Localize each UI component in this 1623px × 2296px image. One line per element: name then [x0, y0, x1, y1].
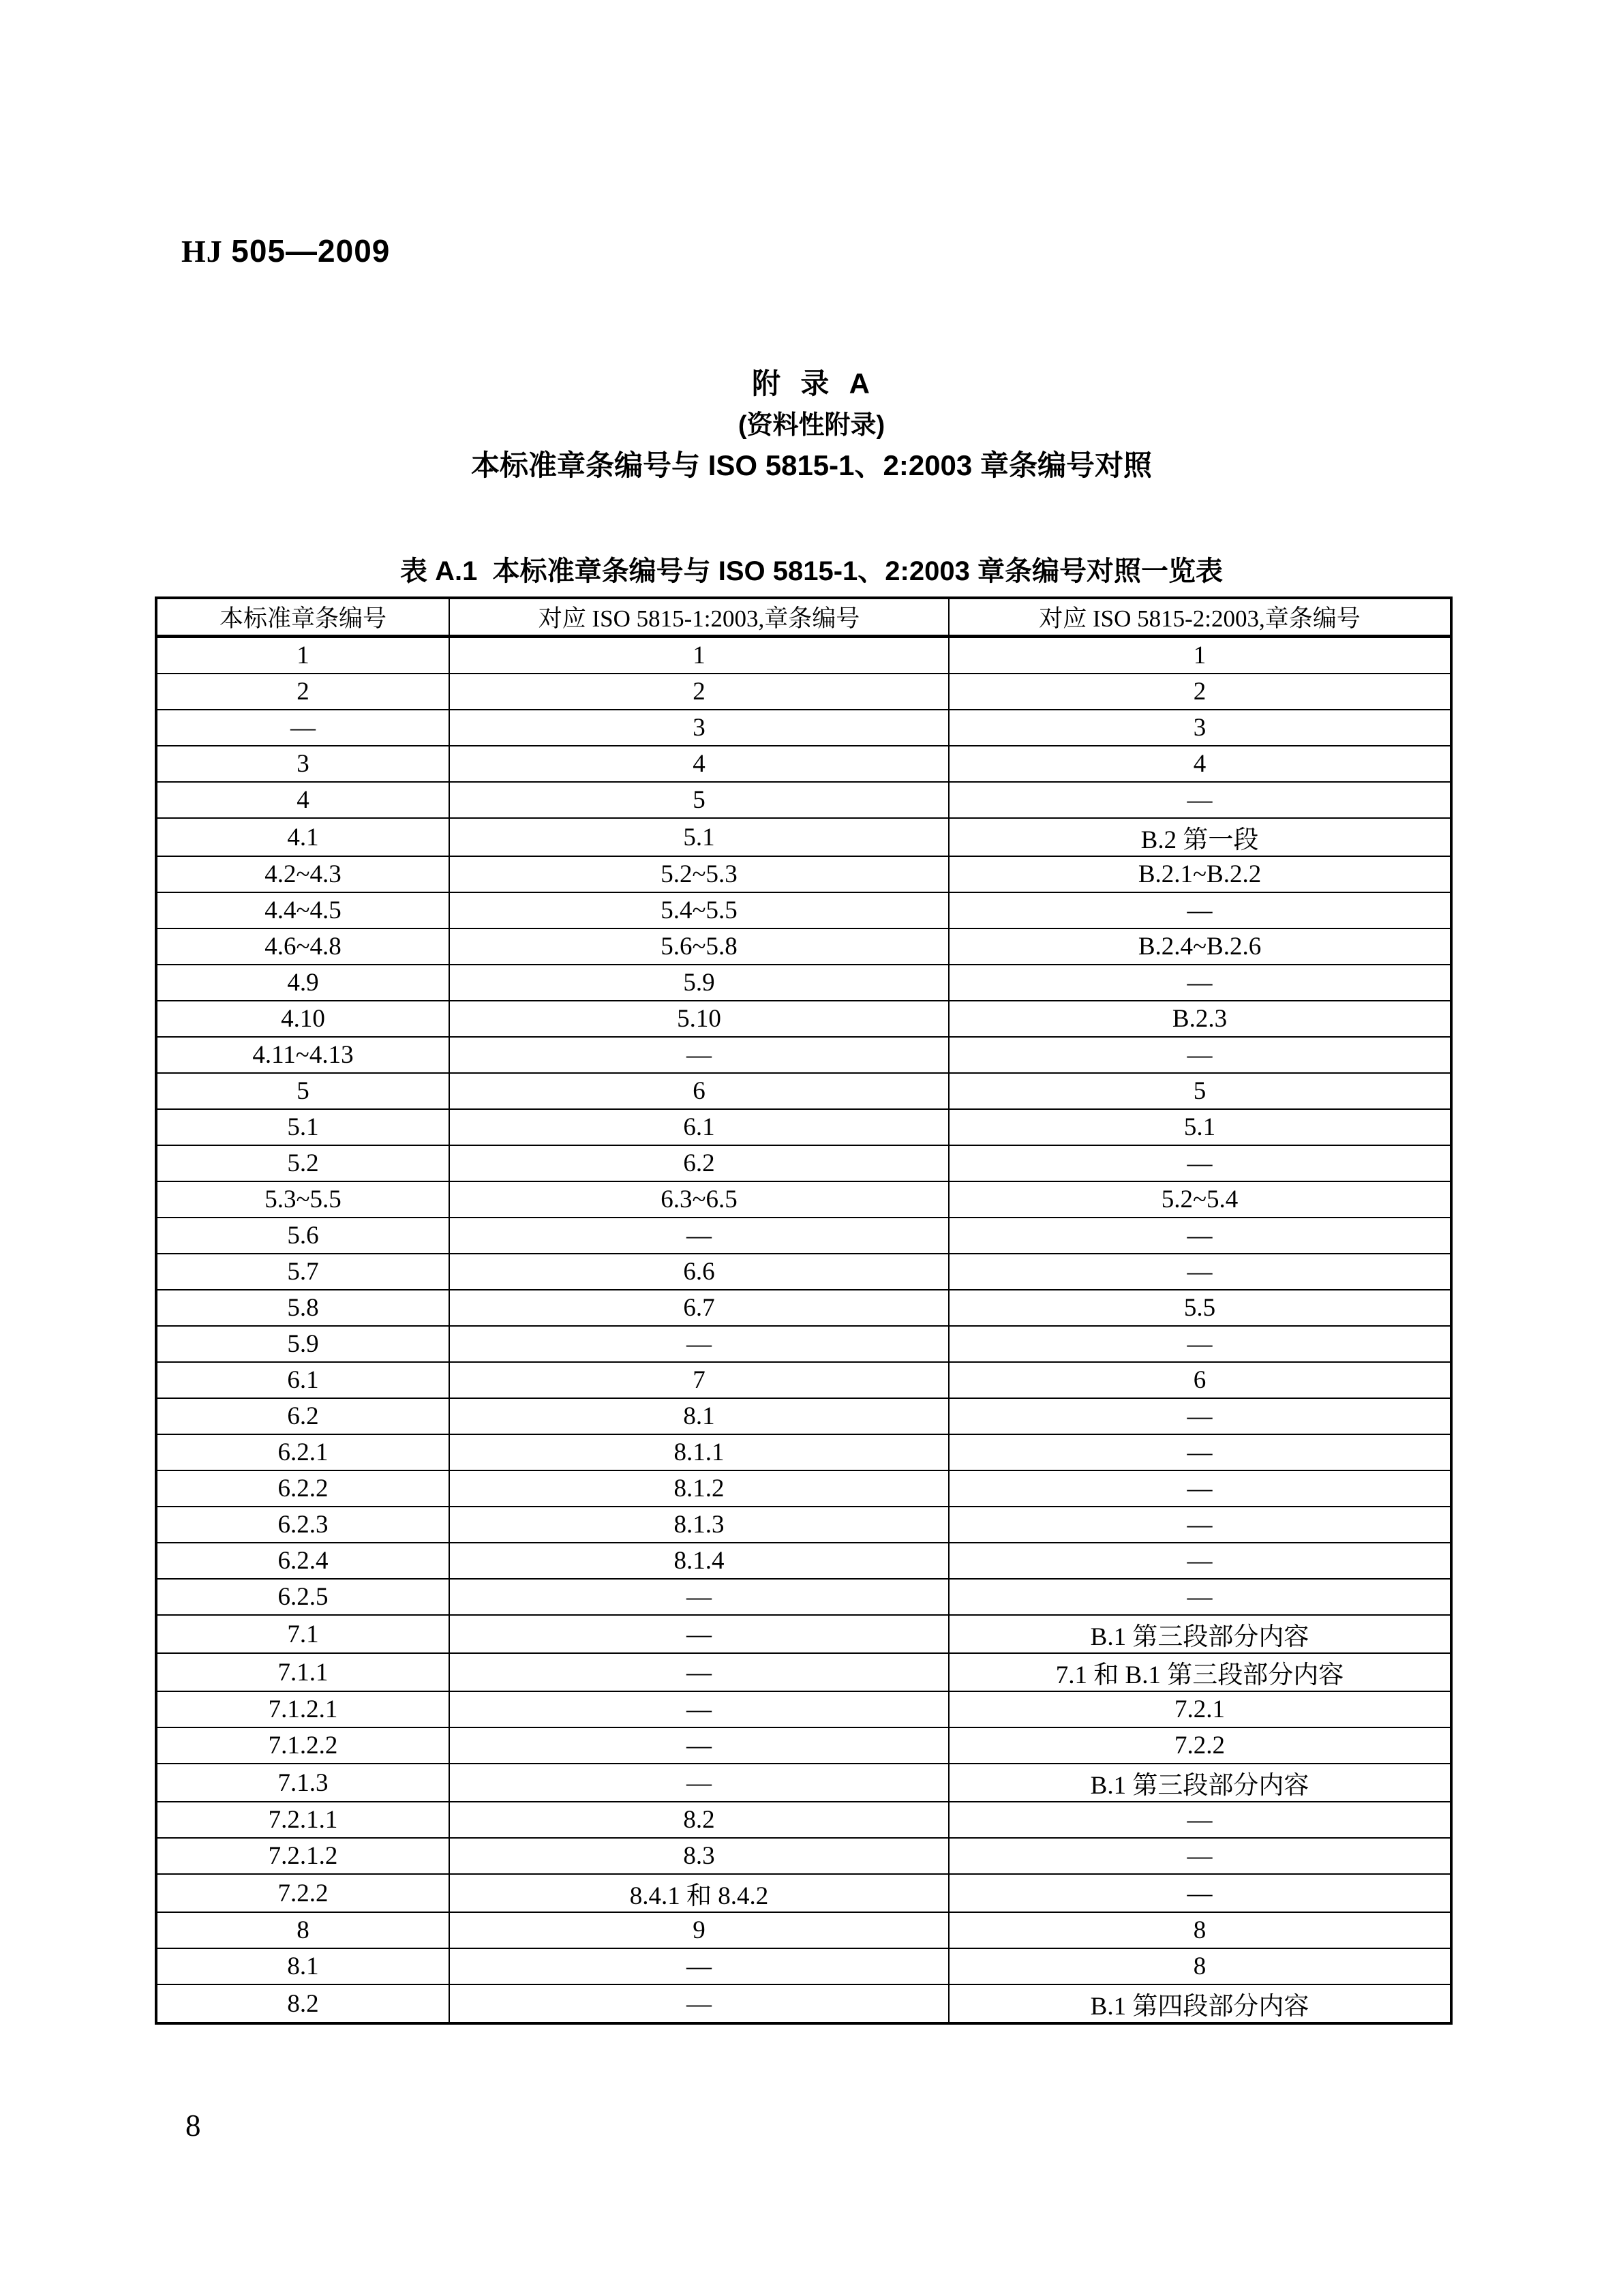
table-row	[156, 637, 1451, 674]
table-cell: 4.1	[156, 818, 449, 856]
table-cell: 2	[156, 674, 449, 710]
table-cell: —	[449, 1727, 949, 1764]
table-row	[156, 1653, 1451, 1691]
column-header: 对应 ISO 5815-1:2003,章条编号	[449, 598, 949, 637]
table-cell: —	[949, 1254, 1451, 1290]
table-cell: 8.2	[156, 1984, 449, 2023]
table-cell: 4.9	[156, 965, 449, 1001]
table-cell: 4.4~4.5	[156, 892, 449, 928]
table-cell: —	[949, 1874, 1451, 1912]
table-cell: 2	[949, 674, 1451, 710]
table-cell: 6.2	[449, 1145, 949, 1181]
table-cell: 6.6	[449, 1254, 949, 1290]
table-cell: 8.1.1	[449, 1434, 949, 1470]
table-cell: B.2.3	[949, 1001, 1451, 1037]
table-cell: 7	[449, 1362, 949, 1398]
table-cell: 6.3~6.5	[449, 1181, 949, 1218]
table-cell: —	[449, 1218, 949, 1254]
table-cell: 7.1.2.2	[156, 1727, 449, 1764]
table-cell: 7.1	[156, 1615, 449, 1653]
table-row	[156, 710, 1451, 746]
table-cell: 7.2.1	[949, 1691, 1451, 1727]
table-row	[156, 1434, 1451, 1470]
table-row	[156, 1362, 1451, 1398]
table-row	[156, 1838, 1451, 1874]
appendix-description: 本标准章条编号与 ISO 5815-1、2:2003 章条编号对照	[471, 449, 1152, 481]
table-cell: 8.1.4	[449, 1543, 949, 1579]
table-row	[156, 1470, 1451, 1507]
table-row	[156, 1001, 1451, 1037]
table-cell: —	[449, 1948, 949, 1984]
table-cell: —	[449, 1615, 949, 1653]
table-row	[156, 1507, 1451, 1543]
clause-comparison-table	[155, 596, 1453, 2025]
table-cell: —	[949, 1326, 1451, 1362]
table-cell: 4	[449, 746, 949, 782]
table-cell: 5.6~5.8	[449, 928, 949, 965]
table-cell: 6	[949, 1362, 1451, 1398]
table-row	[156, 1802, 1451, 1838]
table-cell: 8	[949, 1948, 1451, 1984]
table-cell: 5.1	[156, 1109, 449, 1145]
table-cell: 5.1	[449, 818, 949, 856]
appendix-title: 附 录 A	[751, 367, 871, 399]
table-row	[156, 1912, 1451, 1948]
table-row	[156, 1615, 1451, 1653]
table-cell: —	[449, 1326, 949, 1362]
table-cell: 6.2	[156, 1398, 449, 1434]
table-cell: 7.1.2.1	[156, 1691, 449, 1727]
table-cell: 1	[449, 637, 949, 674]
table-cell: 3	[156, 746, 449, 782]
table-cell: 5	[449, 782, 949, 818]
table-cell: —	[949, 1434, 1451, 1470]
table-cell: —	[949, 1037, 1451, 1073]
table-cell: —	[949, 1802, 1451, 1838]
table-cell: —	[449, 1579, 949, 1615]
table-cell: 8.1.3	[449, 1507, 949, 1543]
table-row	[156, 1543, 1451, 1579]
table-row	[156, 1073, 1451, 1109]
table-cell: 6.2.5	[156, 1579, 449, 1615]
table-cell: 7.2.2	[949, 1727, 1451, 1764]
table-caption: 表 A.1 本标准章条编号与 ISO 5815-1、2:2003 章条编号对照一览表	[400, 556, 1223, 586]
table-cell: 5.9	[156, 1326, 449, 1362]
table-cell: —	[949, 1470, 1451, 1507]
table-cell: —	[949, 1543, 1451, 1579]
table-cell: —	[449, 1691, 949, 1727]
table-cell: 8.1.2	[449, 1470, 949, 1507]
table-cell: 7.1 和 B.1 第三段部分内容	[949, 1653, 1451, 1691]
appendix-type-label: (资料性附录)	[738, 411, 885, 440]
table-cell: 5.2~5.3	[449, 856, 949, 892]
table-cell: 4.10	[156, 1001, 449, 1037]
page-number: 8	[185, 2109, 201, 2143]
table-cell: 8	[156, 1912, 449, 1948]
table-cell: 8.4.1 和 8.4.2	[449, 1874, 949, 1912]
table-cell: 1	[156, 637, 449, 674]
table-cell: B.2 第一段	[949, 818, 1451, 856]
table-cell: 6.1	[449, 1109, 949, 1145]
table-cell: —	[949, 1507, 1451, 1543]
column-header: 本标准章条编号	[156, 598, 449, 637]
table-cell: 5	[949, 1073, 1451, 1109]
table-row	[156, 1254, 1451, 1290]
table-cell: 3	[449, 710, 949, 746]
table-cell: —	[949, 892, 1451, 928]
table-cell: 1	[949, 637, 1451, 674]
table-cell: B.2.1~B.2.2	[949, 856, 1451, 892]
table-row	[156, 1579, 1451, 1615]
table-cell: 6.2.4	[156, 1543, 449, 1579]
table-cell: 5	[156, 1073, 449, 1109]
table-cell: 3	[949, 710, 1451, 746]
table-cell: 5.1	[949, 1109, 1451, 1145]
table-cell: 8.2	[449, 1802, 949, 1838]
table-cell: 5.2~5.4	[949, 1181, 1451, 1218]
table-row	[156, 818, 1451, 856]
table-cell: 6.2.3	[156, 1507, 449, 1543]
table-header-row	[156, 598, 1451, 637]
table-cell: 5.9	[449, 965, 949, 1001]
table-cell: 5.6	[156, 1218, 449, 1254]
table-cell: B.1 第四段部分内容	[949, 1984, 1451, 2023]
table-cell: B.1 第三段部分内容	[949, 1764, 1451, 1802]
table-row	[156, 782, 1451, 818]
table-row	[156, 1109, 1451, 1145]
table-row	[156, 1984, 1451, 2023]
standard-code-number: 505—2009	[231, 233, 391, 269]
table-row	[156, 965, 1451, 1001]
table-row	[156, 892, 1451, 928]
table-row	[156, 1290, 1451, 1326]
table-cell: —	[449, 1037, 949, 1073]
table-cell: 7.1.3	[156, 1764, 449, 1802]
table-cell: 8.1	[449, 1398, 949, 1434]
table-cell: —	[949, 1579, 1451, 1615]
table-cell: 9	[449, 1912, 949, 1948]
table-cell: 5.2	[156, 1145, 449, 1181]
table-cell: —	[449, 1653, 949, 1691]
table-row	[156, 856, 1451, 892]
table-cell: 7.1.1	[156, 1653, 449, 1691]
table-cell: 4.2~4.3	[156, 856, 449, 892]
table-row	[156, 1326, 1451, 1362]
table-cell: —	[949, 965, 1451, 1001]
table-cell: B.1 第三段部分内容	[949, 1615, 1451, 1653]
table-row	[156, 1181, 1451, 1218]
table-cell: —	[949, 1145, 1451, 1181]
table-cell: 5.5	[949, 1290, 1451, 1326]
table-cell: 5.7	[156, 1254, 449, 1290]
table-cell: 6.2.1	[156, 1434, 449, 1470]
table-row	[156, 1145, 1451, 1181]
table-cell: —	[449, 1764, 949, 1802]
table-cell: 8	[949, 1912, 1451, 1948]
table-row	[156, 1218, 1451, 1254]
table-cell: 8.3	[449, 1838, 949, 1874]
table-cell: 7.2.1.1	[156, 1802, 449, 1838]
table-cell: 8.1	[156, 1948, 449, 1984]
table-cell: —	[156, 710, 449, 746]
table-cell: 4.6~4.8	[156, 928, 449, 965]
table-cell: 2	[449, 674, 949, 710]
table-cell: —	[449, 1984, 949, 2023]
table-cell: 4	[156, 782, 449, 818]
table-cell: B.2.4~B.2.6	[949, 928, 1451, 965]
table-cell: —	[949, 1838, 1451, 1874]
table-cell: 6.7	[449, 1290, 949, 1326]
table-cell: 4.11~4.13	[156, 1037, 449, 1073]
table-row	[156, 928, 1451, 965]
table-cell: —	[949, 782, 1451, 818]
standard-code	[147, 196, 390, 305]
table-cell: —	[949, 1398, 1451, 1434]
table-cell: 5.10	[449, 1001, 949, 1037]
table-cell: —	[949, 1218, 1451, 1254]
table-cell: 5.3~5.5	[156, 1181, 449, 1218]
table-row	[156, 1691, 1451, 1727]
table-cell: 6.2.2	[156, 1470, 449, 1507]
table-cell: 4	[949, 746, 1451, 782]
table-cell: 6	[449, 1073, 949, 1109]
table-row	[156, 674, 1451, 710]
table-row	[156, 1037, 1451, 1073]
table-row	[156, 746, 1451, 782]
table-cell: 7.2.2	[156, 1874, 449, 1912]
table-cell: 6.1	[156, 1362, 449, 1398]
table-row	[156, 1948, 1451, 1984]
column-header: 对应 ISO 5815-2:2003,章条编号	[949, 598, 1451, 637]
table-row	[156, 1398, 1451, 1434]
table-cell: 5.8	[156, 1290, 449, 1326]
table-cell: 7.2.1.2	[156, 1838, 449, 1874]
standard-code-prefix: HJ	[181, 234, 232, 269]
table-row	[156, 1727, 1451, 1764]
table-cell: 5.4~5.5	[449, 892, 949, 928]
table-row	[156, 1764, 1451, 1802]
table-row	[156, 1874, 1451, 1912]
